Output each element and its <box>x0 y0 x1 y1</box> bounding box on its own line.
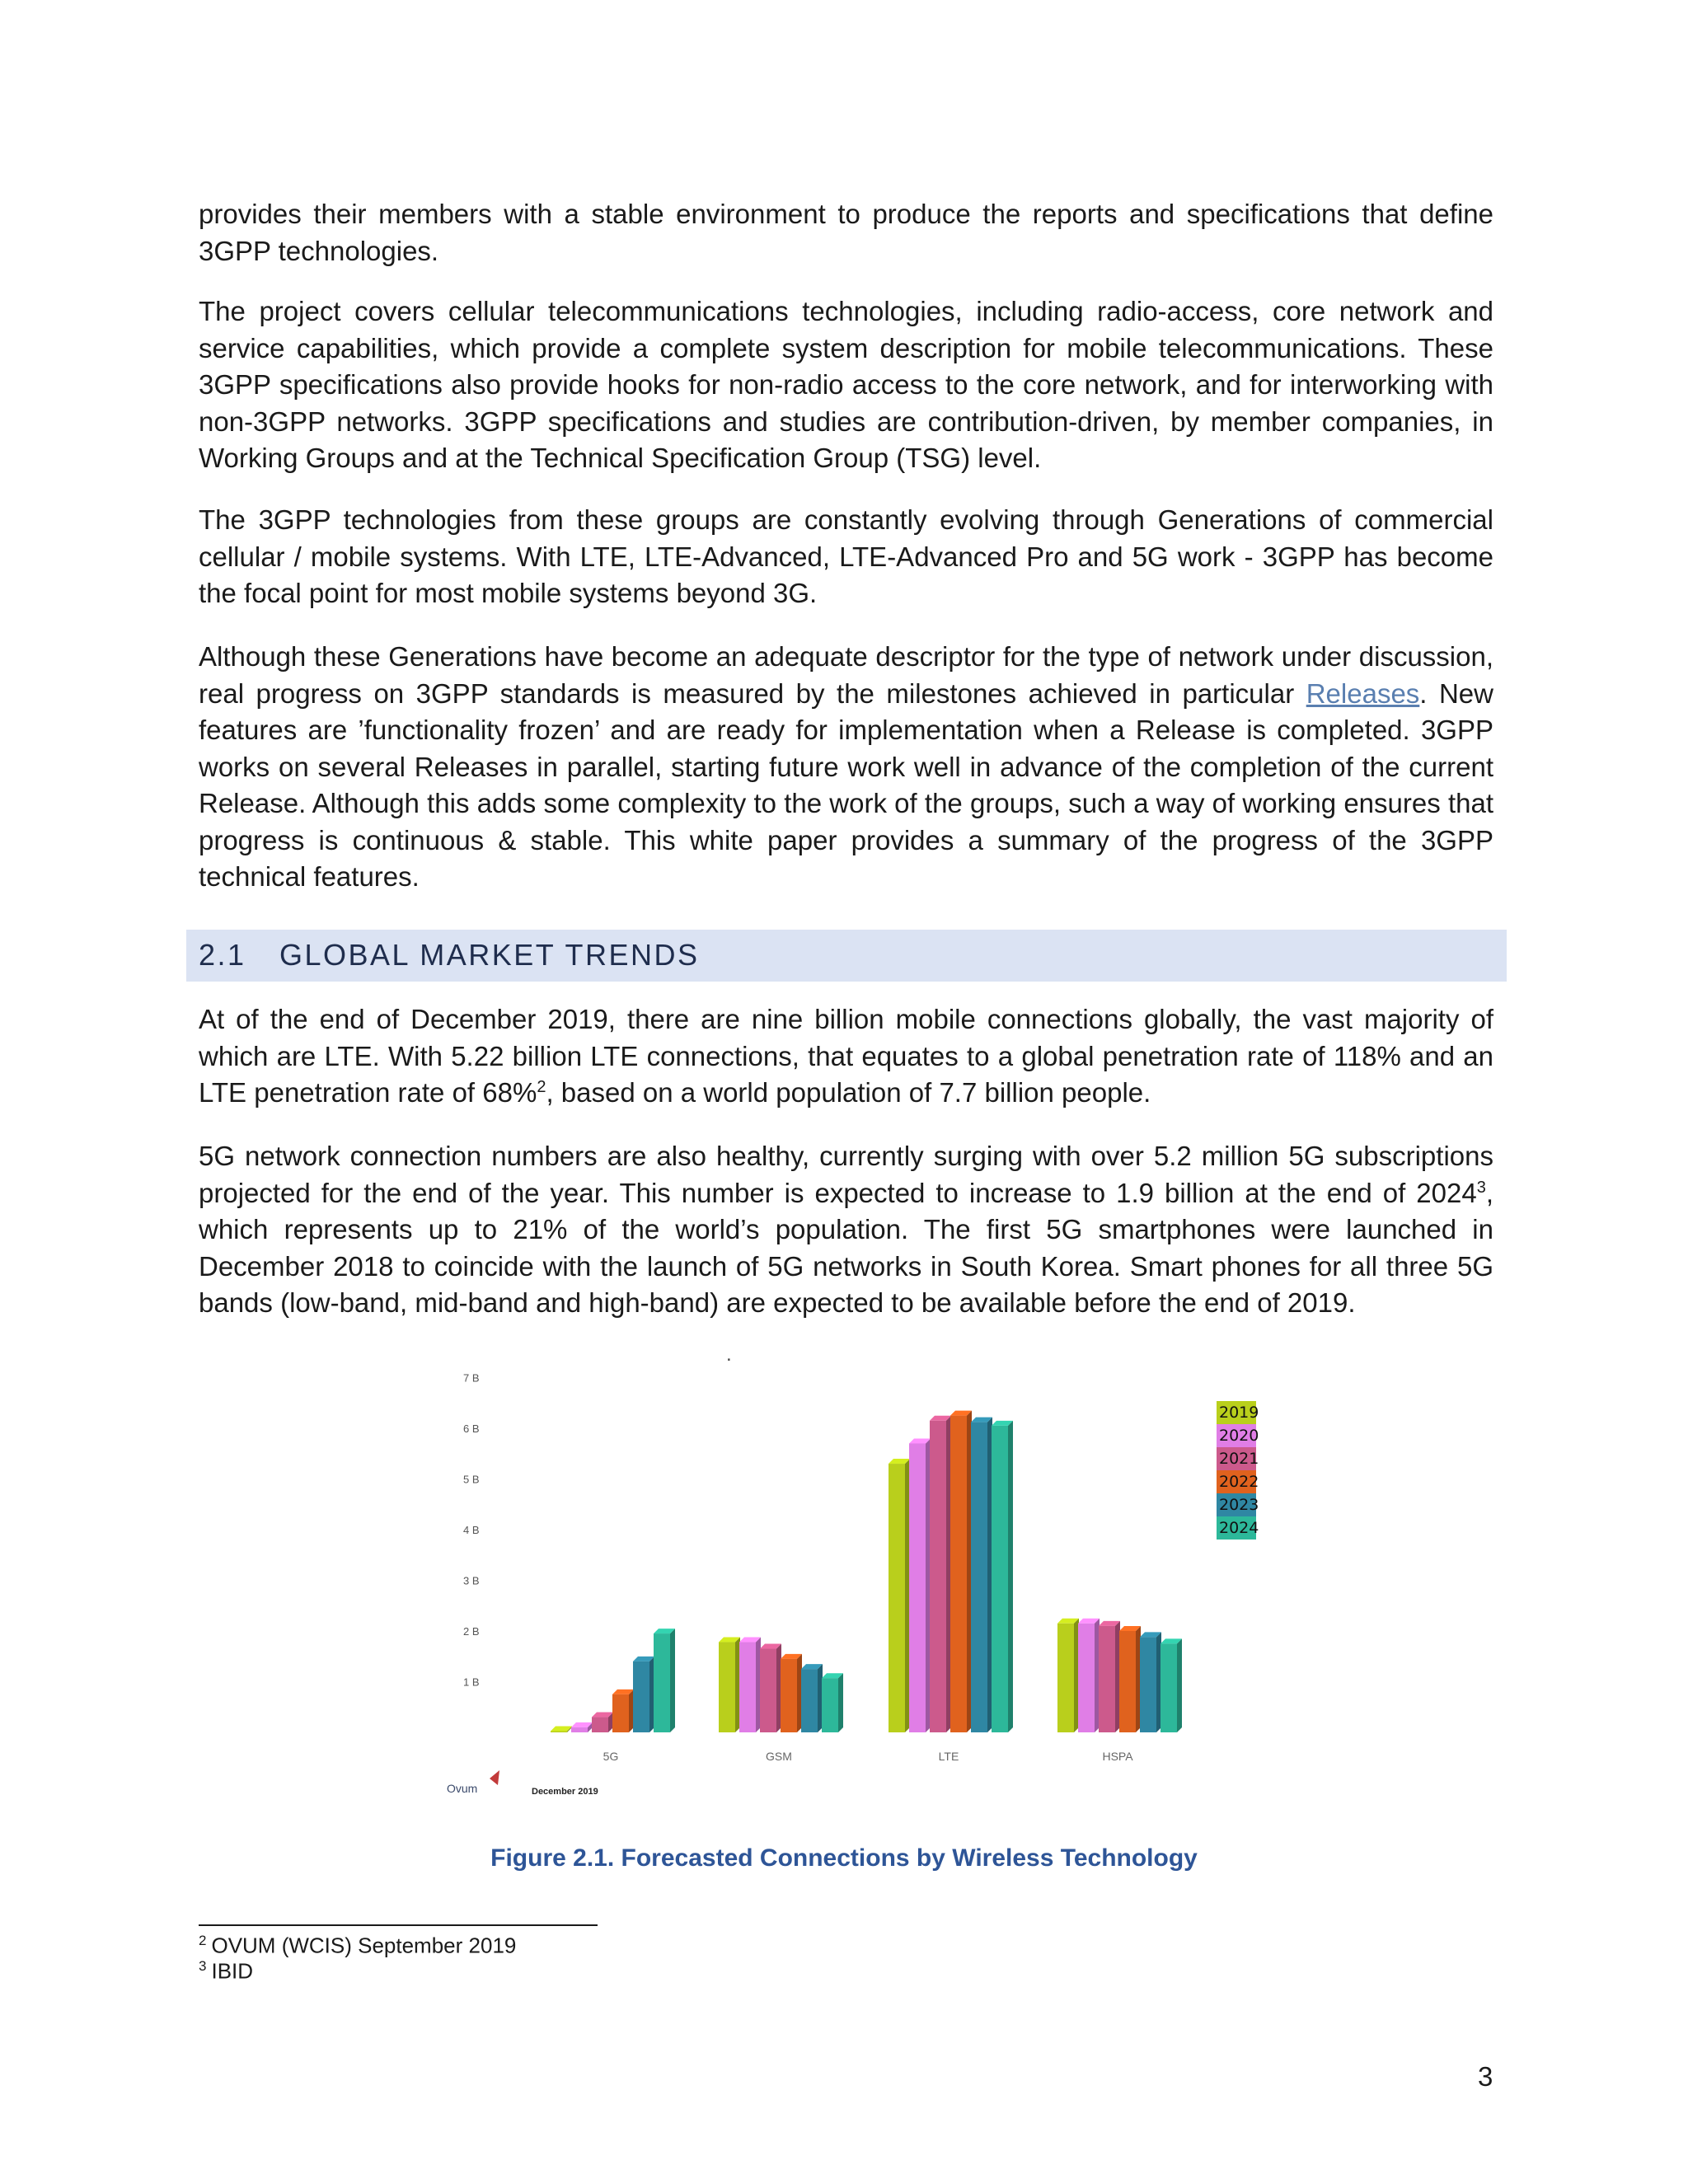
bar-5G-2023 <box>633 1661 649 1732</box>
releases-text-after: . New features are ’functionality frozen’ and are ready for implementation when a Release is completed. 3GPP works on several Releases in parallel, starting future work well in advance of the completion of the current Release. Although this adds some complexity to the work of the groups, such a way of working ensures that progress is continuous & stable. This white paper provides a summary of the progress of the 3GPP technical features. <box>199 677 1493 892</box>
paragraph-intro-continuation: provides their members with a stable environment to produce the reports and specifications that define 3GPP technologies. <box>199 199 1493 266</box>
bar-LTE-2021 <box>930 1421 946 1732</box>
footnote-ref-2[interactable]: 2 <box>537 1078 546 1096</box>
y-tick-label: 1 B <box>463 1675 480 1689</box>
legend-label-2022: 2022 <box>1219 1473 1259 1491</box>
bar-5G-2022 <box>612 1694 629 1732</box>
bar-GSM-2024 <box>822 1678 838 1732</box>
footnote-ref-3[interactable]: 3 <box>1476 1178 1486 1197</box>
section-heading <box>199 938 699 972</box>
x-category-label: 5G <box>603 1750 619 1763</box>
legend-label-2020: 2020 <box>1219 1427 1259 1445</box>
bar-GSM-2022 <box>781 1659 797 1732</box>
section-number: 2.1 <box>199 938 246 972</box>
y-tick-label: 7 B <box>463 1371 480 1385</box>
chart-date-label: December 2019 <box>532 1787 598 1797</box>
footnote-2-text: OVUM (WCIS) September 2019 <box>211 1933 517 1958</box>
footnote-separator <box>199 1924 598 1926</box>
footnote-2 <box>199 1933 516 1959</box>
legend-label-2019: 2019 <box>1219 1404 1259 1422</box>
footnote-3 <box>199 1958 253 1985</box>
connections-text-after: , based on a world population of 7.7 billion people. <box>546 1077 1151 1108</box>
footnote-2-number: 2 <box>199 1933 207 1948</box>
paragraph-technology-evolution: The 3GPP technologies from these groups are constantly evolving through Generations of commercial cellular / mobile systems. With LTE, LTE-Advanced, LTE-Advanced Pro and 5G work - 3GPP has become the focal point for most mobile systems beyond 3G. <box>199 504 1493 608</box>
y-tick-label: 5 B <box>463 1473 480 1486</box>
bar-HSPA-2019 <box>1057 1624 1074 1732</box>
ovum-logo-icon <box>490 1770 499 1785</box>
page-number: 3 <box>1478 2061 1493 2092</box>
y-tick-label: 2 B <box>463 1625 480 1638</box>
bar-LTE-2023 <box>971 1422 987 1732</box>
legend-label-2024: 2024 <box>1219 1519 1259 1537</box>
connections-chart <box>429 1343 1286 1825</box>
fiveg-text-before: 5G network connection numbers are also healthy, currently surging with over 5.2 million 5G subscriptions projected for the end of the year. This number is expected to increase to 1.9 billion at the end of 2024 <box>199 1141 1493 1208</box>
paragraph-5g-connections <box>199 1138 1493 1322</box>
bar-LTE-2019 <box>889 1464 905 1732</box>
section-title: GLOBAL MARKET TRENDS <box>279 938 700 972</box>
figure-caption: Figure 2.1. Forecasted Connections by Wireless Technology <box>490 1844 1198 1872</box>
bar-GSM-2021 <box>760 1649 776 1732</box>
x-category-label: HSPA <box>1102 1750 1133 1763</box>
bar-GSM-2019 <box>719 1643 735 1732</box>
ovum-logo-text: Ovum <box>447 1782 478 1795</box>
bar-5G-2021 <box>592 1718 608 1732</box>
bar-5G-2019 <box>551 1732 567 1733</box>
bar-side-GSM-2024 <box>838 1673 843 1732</box>
legend-label-2023: 2023 <box>1219 1496 1259 1514</box>
bar-GSM-2020 <box>739 1643 756 1732</box>
y-tick-label: 4 B <box>463 1524 480 1536</box>
bar-HSPA-2022 <box>1119 1631 1136 1732</box>
y-tick-label: 6 B <box>463 1422 480 1435</box>
bar-LTE-2020 <box>909 1443 926 1732</box>
footnote-3-text: IBID <box>211 1958 254 1984</box>
bar-HSPA-2023 <box>1140 1637 1156 1732</box>
bar-side-LTE-2024 <box>1008 1421 1013 1732</box>
bar-HSPA-2021 <box>1099 1626 1115 1732</box>
bar-HSPA-2020 <box>1078 1624 1095 1732</box>
paragraph-project-scope: The project covers cellular telecommunications technologies, including radio-access, core network and service capabilities, which provide a complete system description for mobile telecommunications. These 3GPP specifications also provide hooks for non-radio access to the core network, and for interworking with non-3GPP networks. 3GPP specifications and studies are contribution-driven, by member companies, in Working Groups and at the Technical Specification Group (TSG) level. <box>199 296 1493 473</box>
releases-text-before: Although these Generations have become an adequate descriptor for the type of network under discussion, real progress on 3GPP standards is measured by the milestones achieved in particular <box>199 641 1493 709</box>
bar-5G-2024 <box>654 1633 670 1732</box>
bar-side-5G-2024 <box>670 1629 675 1732</box>
y-tick-label: 3 B <box>463 1574 480 1587</box>
fiveg-text-after: , which represents up to 21% of the world’s population. The first 5G smartphones were launched in December 2018 to coincide with the launch of 5G networks in South Korea. Smart phones for all three 5G bands (low-band, mid-band and high-band) are expected to be available before the end of 2019. <box>199 1177 1493 1318</box>
bar-side-HSPA-2024 <box>1177 1638 1182 1732</box>
bar-GSM-2023 <box>801 1669 818 1732</box>
bar-LTE-2024 <box>992 1426 1008 1732</box>
x-category-label: GSM <box>766 1750 792 1763</box>
paragraph-releases <box>199 639 1493 896</box>
chart-svg <box>429 1343 1286 1825</box>
x-category-label: LTE <box>938 1750 959 1763</box>
footnote-3-number: 3 <box>199 1958 207 1974</box>
connections-text-before: At of the end of December 2019, there are nine billion mobile connections globally, the vast majority of which are LTE. With 5.22 billion LTE connections, that equates to a global penetration rate of 118% and an LTE penetration rate of 68% <box>199 1004 1493 1108</box>
releases-link[interactable]: Releases <box>1306 677 1420 709</box>
bar-LTE-2022 <box>950 1416 967 1732</box>
stray-mark: . <box>726 1343 732 1366</box>
bar-HSPA-2024 <box>1160 1643 1177 1732</box>
paragraph-mobile-connections <box>199 1001 1493 1112</box>
bar-5G-2020 <box>571 1727 588 1732</box>
legend-label-2021: 2021 <box>1219 1450 1259 1468</box>
